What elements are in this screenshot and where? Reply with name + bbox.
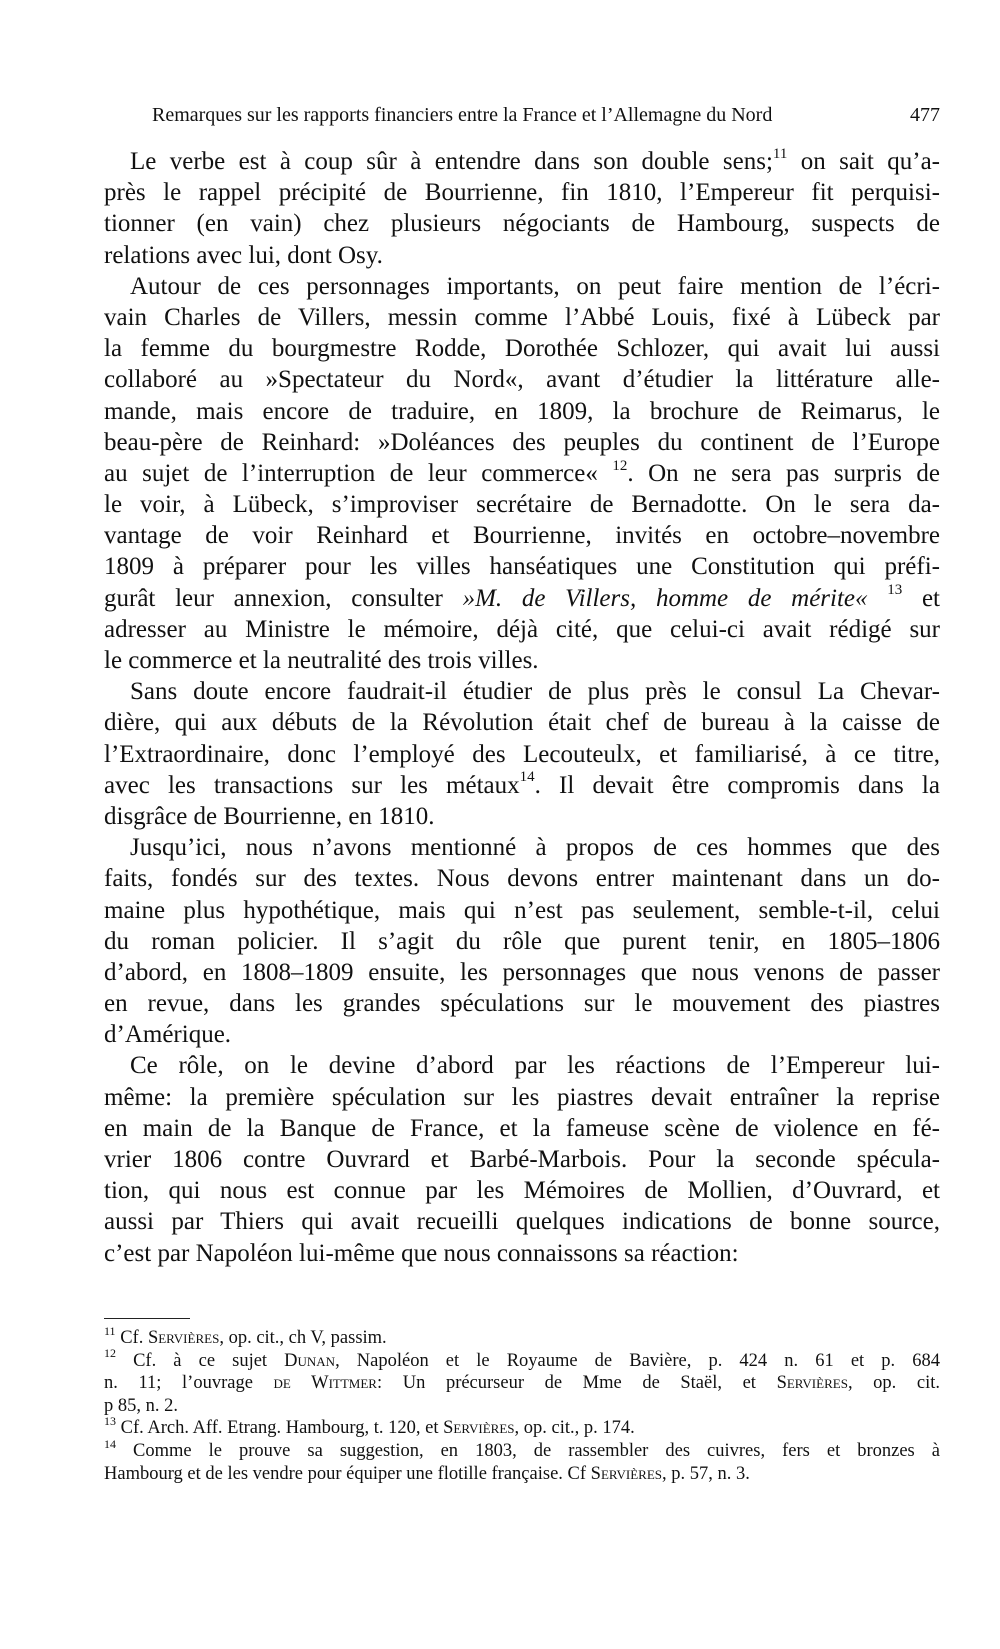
text-run: au sujet de l’interruption de leur commerce« — [104, 459, 613, 487]
footnote-ref: 12 — [104, 1346, 116, 1361]
text-line — [104, 895, 940, 926]
page-number: 477 — [910, 104, 940, 126]
text-line — [104, 583, 940, 614]
text-run: vantage de voir Reinhard et Bourrienne, invités en octobre–novembre — [104, 522, 940, 550]
author-name: Servières — [776, 1373, 848, 1394]
text-run: Hambourg et de les vendre pour équiper une flotille française. Cf — [104, 1463, 591, 1484]
text-line — [104, 1113, 940, 1144]
footnote-line — [104, 1372, 940, 1395]
text-line — [104, 240, 940, 271]
text-line — [104, 146, 940, 177]
text-run: beau-père de Reinhard: »Doléances des peuples du continent de l’Europe — [104, 428, 940, 456]
text-run: disgrâce de Bourrienne, en 1810. — [104, 802, 435, 830]
footnote-line — [104, 1323, 940, 1350]
footnote-line — [104, 1436, 940, 1463]
text-line — [104, 1082, 940, 1113]
author-name: de Wittmer — [273, 1373, 377, 1394]
text-run: Cf. — [115, 1328, 148, 1348]
text-run: relations avec lui, dont Osy. — [104, 241, 383, 269]
text-run: . On ne sera pas surpris de — [627, 459, 940, 487]
text-run: maine plus hypothétique, mais qui n’est pas seulement, semble-t-il, celui — [104, 896, 940, 924]
text-line — [104, 458, 940, 489]
text-run: faits, fondés sur des textes. Nous devons entrer maintenant dans un do- — [104, 865, 940, 893]
running-header — [152, 104, 940, 132]
text-line — [104, 489, 940, 520]
text-line — [104, 333, 940, 364]
text-run: p 85, n. 2. — [104, 1395, 178, 1416]
text-line — [104, 645, 940, 676]
text-run: , op. cit., p. 174. — [514, 1418, 635, 1439]
text-run: Sans doute encore faudrait-il étudier de plus près le consul La Chevar- — [130, 678, 940, 706]
footnote-ref: 14 — [104, 1436, 116, 1451]
text-run: d’Amérique. — [104, 1021, 232, 1049]
text-line — [104, 770, 940, 801]
text-run: Le verbe est à coup sûr à entendre dans son double sens; — [130, 148, 773, 175]
text-line — [104, 1175, 940, 1206]
text-run: 1809 à préparer pour les villes hanséatiques une Constitution qui préfi- — [104, 553, 940, 581]
text-run: le voir, à Lübeck, s’improviser secrétaire de Bernadotte. On le sera da- — [104, 491, 940, 519]
footnote-line — [104, 1463, 940, 1486]
text-run: vrier 1806 contre Ouvrard et Barbé-Marbois. Pour la seconde spécula- — [104, 1146, 940, 1173]
author-name: Servières — [590, 1463, 663, 1484]
text-line — [104, 707, 940, 738]
text-line — [104, 271, 940, 302]
text-run: on sait qu’a- — [787, 148, 941, 175]
text-run: : Un précurseur de Mme de Staël, et — [376, 1373, 777, 1394]
text-line — [104, 1019, 940, 1050]
text-line — [104, 364, 940, 395]
text-run: Comme le prouve sa suggestion, en 1803, de rassembler des cuivres, fers et bronzes à — [116, 1440, 940, 1461]
text-line — [104, 1050, 940, 1081]
text-run: la femme du bourgmestre Rodde, Dorothée Schlozer, qui avait lui aussi — [104, 335, 940, 363]
footnote-line — [104, 1346, 940, 1373]
text-run: adresser au Ministre le mémoire, déjà cité, que celui-ci avait rédigé sur — [104, 615, 940, 643]
text-run: dière, qui aux débuts de la Révolution était chef de bureau à la caisse de — [104, 709, 940, 737]
text-line — [104, 396, 940, 427]
text-line — [104, 739, 940, 770]
text-run: du roman policier. Il s’agit du rôle que purent tenir, en 1805–1806 — [104, 927, 940, 955]
text-run: Cf. à ce sujet — [116, 1350, 285, 1371]
text-line — [104, 551, 940, 582]
text-run: Cf. Arch. Aff. Etrang. Hambourg, t. 120, et — [116, 1418, 444, 1439]
text-run: en revue, dans les grandes spéculations sur le mouvement des piastres — [104, 990, 940, 1018]
footnote-ref: 13 — [887, 582, 903, 599]
text-run: le commerce et la neutralité des trois villes. — [104, 647, 539, 674]
text-run: , Napoléon et le Royaume de Bavière, p. 424 n. 61 et p. 684 — [335, 1350, 940, 1371]
footnote-rule — [104, 1318, 190, 1319]
footnote-ref: 11 — [772, 145, 788, 162]
footnote-ref: 14 — [519, 769, 535, 786]
text-line — [104, 957, 940, 988]
text-run: , op. cit. — [847, 1373, 941, 1394]
footnotes — [104, 1323, 941, 1485]
body-text — [104, 146, 940, 1269]
text-run: , p. 57, n. 3. — [662, 1463, 750, 1484]
footnote-ref: 12 — [612, 457, 628, 474]
footnote-line — [104, 1395, 940, 1418]
text-run: tionner (en vain) chez plusieurs négociants de Hambourg, suspects de — [104, 210, 940, 238]
text-line — [104, 1206, 940, 1237]
text-run: Autour de ces personnages importants, on peut faire mention de l’écri- — [130, 272, 940, 300]
text-line — [104, 520, 940, 551]
text-run: , op. cit., ch V, passim. — [219, 1328, 387, 1348]
text-line — [104, 302, 940, 333]
text-line — [104, 427, 940, 458]
text-run: Ce rôle, on le devine d’abord par les réactions de l’Empereur lui- — [130, 1052, 940, 1080]
text-run: avec les transactions sur les métaux — [104, 771, 520, 799]
author-name: Servières — [147, 1328, 220, 1348]
text-run: d’abord, en 1808–1809 ensuite, les personnages que nous venons de passer — [104, 958, 940, 986]
text-run: vain Charles de Villers, messin comme l’Abbé Louis, fixé à Lübeck par — [104, 303, 940, 331]
author-name: Dunan — [284, 1350, 336, 1371]
footnote-ref: 11 — [104, 1323, 116, 1338]
text-run: c’est par Napoléon lui-même que nous connaissons sa réaction: — [104, 1239, 739, 1267]
text-run: même: la première spéculation sur les piastres devait entraîner la reprise — [104, 1083, 940, 1111]
running-title: Remarques sur les rapports financiers entre la France et l’Allemagne du Nord — [152, 104, 773, 126]
text-run: . Il devait être compromis dans la — [534, 771, 940, 799]
footnote-ref: 13 — [104, 1414, 116, 1429]
text-run — [868, 585, 888, 612]
text-run: l’Extraordinaire, donc l’employé des Lecouteulx, et familiarisé, à ce titre, — [104, 740, 940, 768]
text-run: tion, qui nous est connue par les Mémoires de Mollien, d’Ouvrard, et — [104, 1177, 940, 1205]
text-line — [104, 676, 940, 707]
text-line — [104, 208, 940, 239]
footnote-line — [104, 1414, 940, 1440]
text-run: près le rappel précipité de Bourrienne, fin 1810, l’Empereur fit perquisi- — [104, 179, 940, 207]
text-run: mande, mais encore de traduire, en 1809, la brochure de Reimarus, le — [104, 397, 940, 425]
text-run: Jusqu’ici, nous n’avons mentionné à propos de ces hommes que des — [130, 834, 940, 862]
text-run: et — [902, 584, 940, 612]
italic-quote: »M. de Villers, homme de mérite« — [462, 584, 868, 612]
text-line — [104, 1144, 940, 1175]
text-run: aussi par Thiers qui avait recueilli quelques indications de bonne source, — [104, 1208, 940, 1236]
text-line — [104, 1238, 940, 1269]
author-name: Servières — [443, 1418, 515, 1439]
text-line — [104, 863, 940, 894]
text-line — [104, 801, 940, 832]
text-run: en main de la Banque de France, et la fameuse scène de violence en fé- — [104, 1114, 940, 1142]
text-line — [104, 832, 940, 863]
text-line — [104, 988, 940, 1019]
text-line — [104, 926, 940, 957]
text-line — [104, 614, 940, 645]
text-run: n. 11; l’ouvrage — [104, 1373, 274, 1394]
text-run: gurât leur annexion, consulter — [104, 584, 463, 612]
text-run: collaboré au »Spectateur du Nord«, avant d’étudier la littérature alle- — [104, 366, 940, 394]
text-line — [104, 177, 940, 208]
